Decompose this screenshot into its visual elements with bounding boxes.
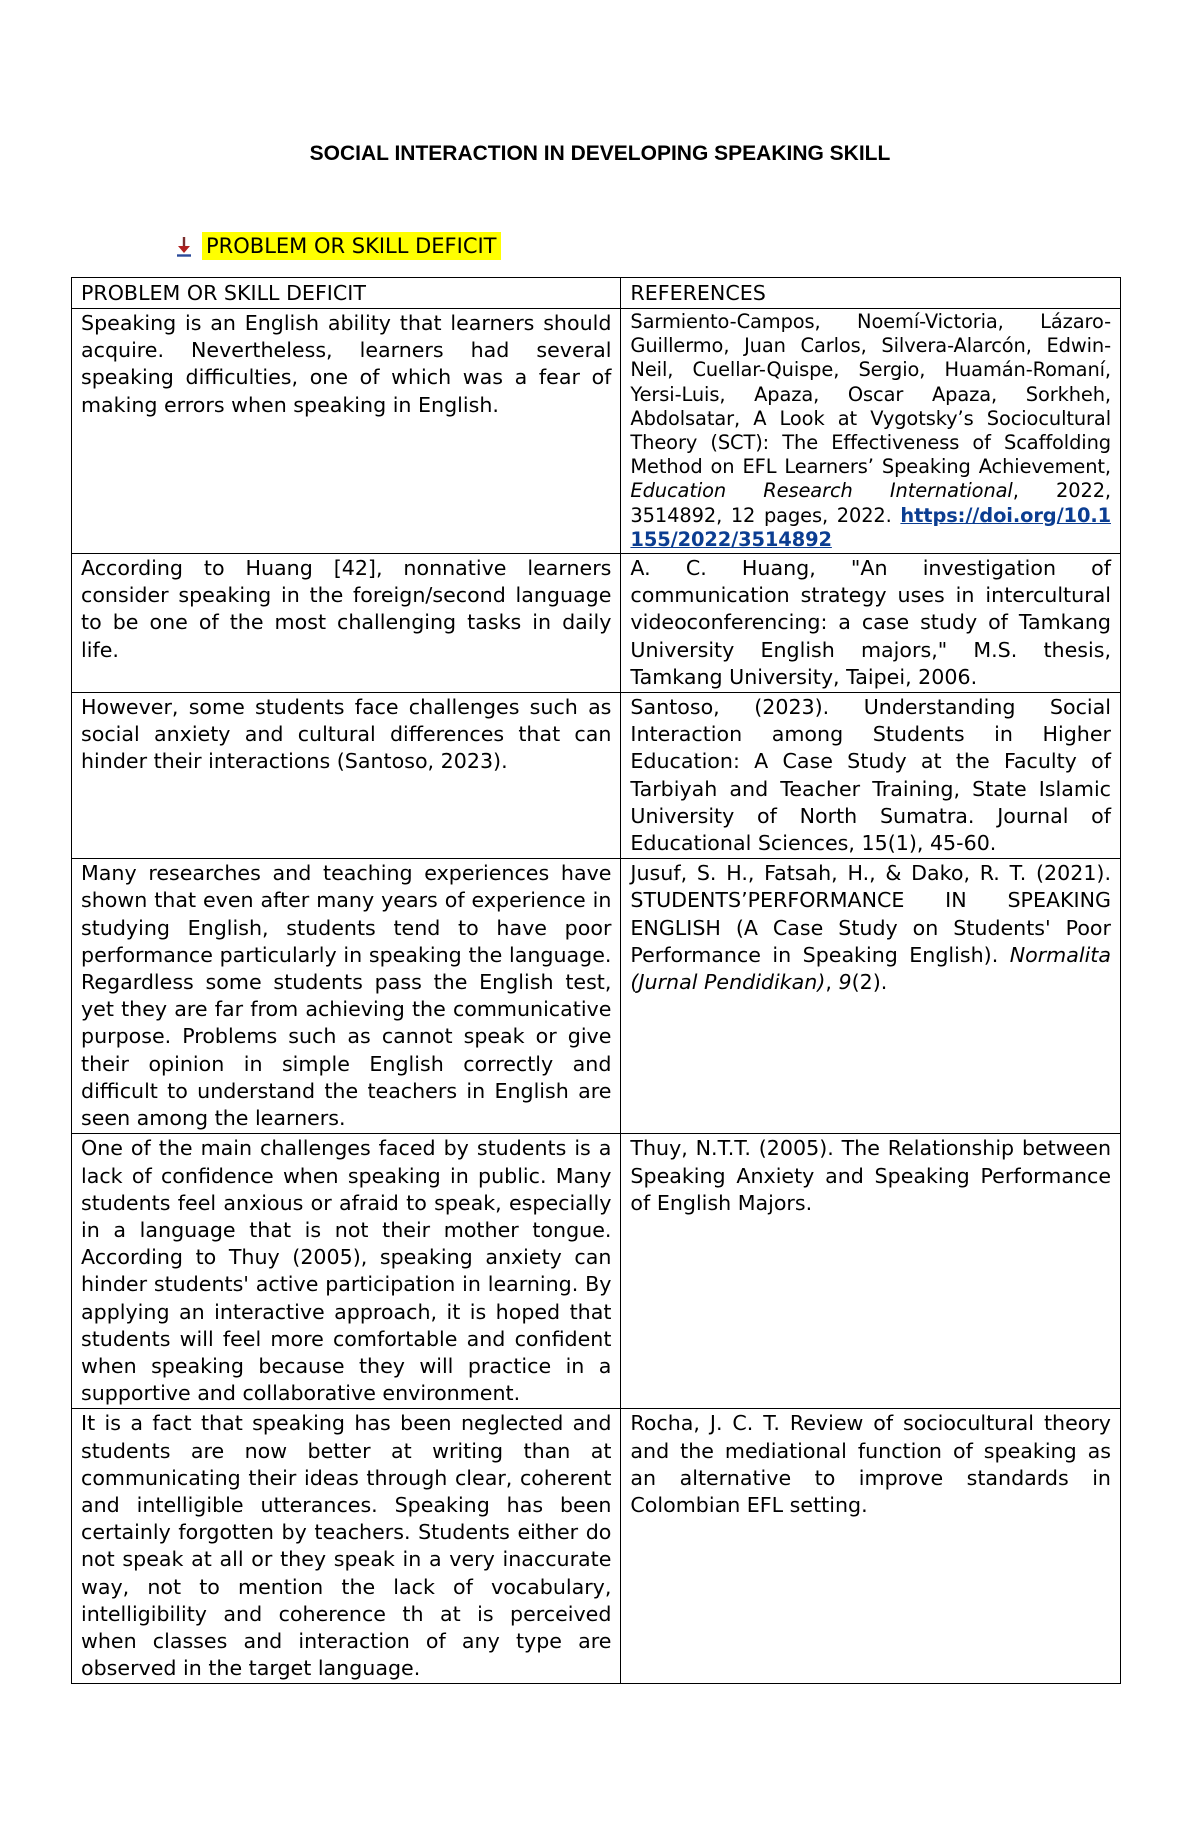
problem-reference-table [71,277,1121,1684]
problem-cell: Speaking is an English ability that learners should acquire. Nevertheless, learners had several speaking difficulties, one of which was a fear of making errors when speaking in English. [72,309,621,554]
reference-text: Sarmiento-Campos, Noemí-Victoria, Lázaro-Guillermo, Juan Carlos, Silvera-Alarcón, Edwin-Neil, Cuellar-Quispe, Sergio, Huamán-Romaní, Yersi-Luis, Apaza, Oscar Apaza, Sorkheh, Abdolsatar, A Look at Vygotsky’s Sociocultural Theory (SCT): The Effectiveness of Scaffolding Method on EFL Learners’ Speaking Achievement, [630,310,1111,479]
problem-cell: One of the main challenges faced by students is a lack of confidence when speaking in public. Many students feel anxious or afraid to speak, especially in a language that is not their mother tongue. According to Thuy (2005), speaking anxiety can hinder students' active participation in learning. By applying an interactive approach, it is hoped that students will feel more comfortable and confident when speaking because they will practice in a supportive and collaborative environment. [72,1134,621,1409]
table-row [72,693,1121,859]
journal-volume: 9 [838,970,852,995]
problem-cell: However, some students face challenges such as social anxiety and cultural differences that can hinder their interactions (Santoso, 2023). [72,693,621,859]
column-header-references: REFERENCES [621,278,1121,309]
table-row [72,1134,1121,1409]
reference-cell [621,309,1121,554]
problem-cell: Many researches and teaching experiences have shown that even after many years of experience in studying English, students tend to have poor performance particularly in speaking the language. Regardless some students pass the English test, yet they are far from achieving the communicative purpose. Problems such as cannot speak or give their opinion in simple English correctly and difficult to understand the teachers in English are seen among the learners. [72,859,621,1134]
reference-cell: Rocha, J. C. T. Review of sociocultural theory and the mediational function of speaking as an alternative to improve standards in Colombian EFL setting. [621,1409,1121,1684]
table-row [72,859,1121,1134]
problem-cell: According to Huang [42], nonnative learners consider speaking in the foreign/second language to be one of the most challenging tasks in daily life. [72,554,621,693]
column-header-problem: PROBLEM OR SKILL DEFICIT [72,278,621,309]
table-row [72,554,1121,693]
section-heading: PROBLEM OR SKILL DEFICIT [202,232,501,260]
journal-name: Normalita (Jurnal Pendidikan) [630,942,1111,995]
arrow-down-icon [176,234,192,258]
journal-name: Education Research International [630,479,1013,503]
reference-cell: A. C. Huang, "An investigation of communication strategy uses in intercultural videoconferencing: a case study of Tamkang University English majors," M.S. thesis, Tamkang University, Taipei, 2006. [621,554,1121,693]
reference-cell: Santoso, (2023). Understanding Social Interaction among Students in Higher Education: A Case Study at the Faculty of Tarbiyah and Teacher Training, State Islamic University of North Sumatra. Journal of Educational Sciences, 15(1), 45-60. [621,693,1121,859]
reference-cell: Thuy, N.T.T. (2005). The Relationship between Speaking Anxiety and Speaking Performance of English Majors. [621,1134,1121,1409]
reference-text: , 2022, 3514892, 12 pages, 2022. [630,479,1111,527]
reference-text: Jusuf, S. H., Fatsah, H., & Dako, R. T. (2021). STUDENTS’PERFORMANCE IN SPEAKING ENGLISH (A Case Study on Students' Poor Performance in Speaking English). [630,861,1111,967]
section-bullet [176,232,501,260]
table-row [72,309,1121,554]
table-header-row [72,278,1121,309]
reference-cell [621,859,1121,1134]
reference-text: (2). [851,970,888,995]
reference-text: , [825,970,839,995]
problem-cell: It is a fact that speaking has been neglected and students are now better at writing than at communicating their ideas through clear, coherent and intelligible utterances. Speaking has been certainly forgotten by teachers. Students either do not speak at all or they speak in a very inaccurate way, not to mention the lack of vocabulary, intelligibility and coherence th at is perceived when classes and interaction of any type are observed in the target language. [72,1409,621,1684]
doi-link[interactable]: https://doi.org/10.1155/2022/3514892 [630,503,1111,551]
document-title: SOCIAL INTERACTION IN DEVELOPING SPEAKING SKILL [309,142,891,165]
table-row [72,1409,1121,1684]
